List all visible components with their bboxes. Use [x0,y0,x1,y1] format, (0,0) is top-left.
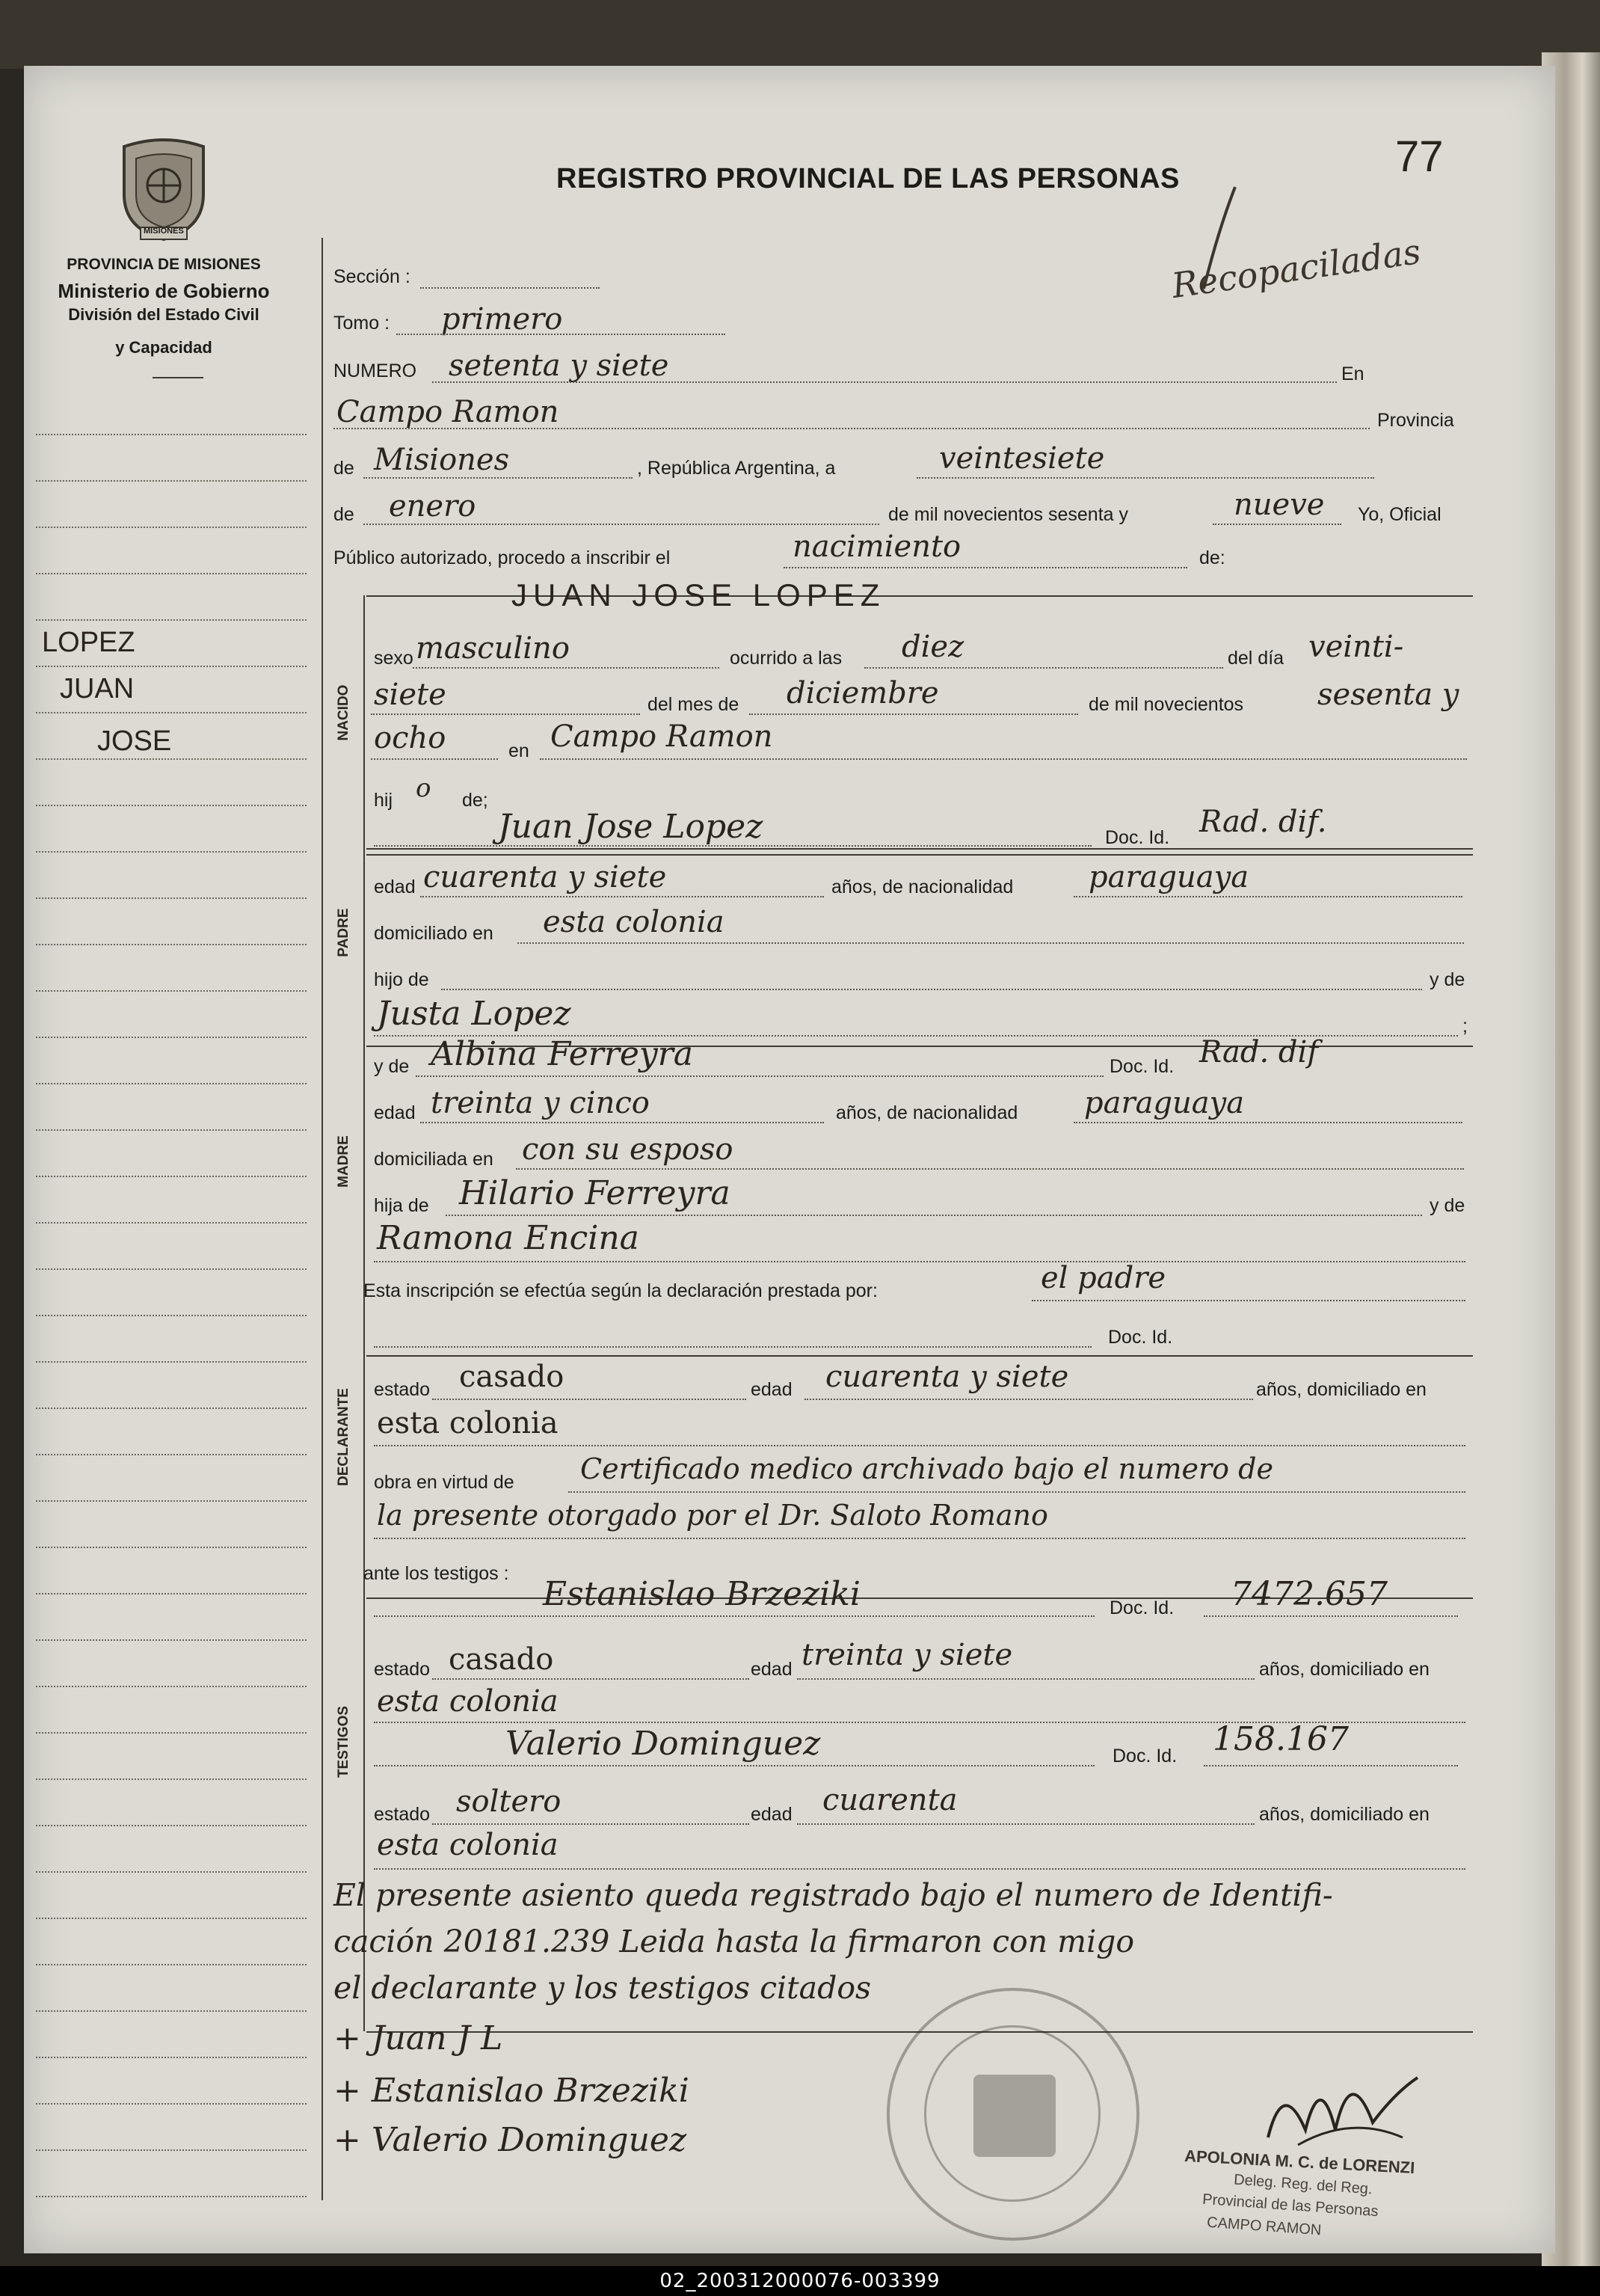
madre-madre-line [374,1261,1465,1262]
testigos-ante-label: ante los testigos : [363,1563,509,1584]
padre-doc-value: Rad. dif. [1199,805,1327,839]
officer-line-2: Deleg. Reg. del Reg. [1233,2171,1373,2198]
ruled-line [36,1871,307,1873]
declarante-por-value: el padre [1041,1261,1166,1295]
publico-label: Público autorizado, procedo a inscribir el [333,547,671,568]
signature-testigo-2: + Valerio Dominguez [333,2121,687,2159]
madre-madre-nombre: Ramona Encina [377,1219,639,1257]
declarante-intro-label: Esta inscripción se efectúa según la declaración prestada por: [363,1280,878,1301]
yo-label: Yo, Oficial [1358,504,1441,525]
section-label-padre: PADRE [336,908,351,957]
inscripto-name: JUAN JOSE LOPEZ [511,577,886,613]
madre-domicilio-label: domiciliada en [374,1149,493,1170]
signature-declarante: + Juan J L [333,2019,503,2057]
ruled-line [36,2149,307,2151]
madre-anios-label: años, de nacionalidad [836,1102,1018,1123]
madre-y-de-label: y de [374,1056,410,1077]
hijo-de-label: de; [462,790,488,811]
madre-edad-line [420,1122,824,1123]
ruled-line [36,527,307,528]
header-divider [153,377,203,378]
padre-abuela: Justa Lopez [377,995,571,1033]
ruled-line [36,1918,307,1919]
dia-nac-value-2: siete [374,678,446,712]
declarante-domicilio-line [374,1445,1465,1446]
ruled-line [36,1037,307,1038]
testigo-2-estado-line [432,1823,749,1825]
declarante-nombre-line [374,1346,1092,1348]
ruled-line [36,712,307,713]
testigo-1-nombre: Estanislao Brzeziki [543,1575,861,1613]
dia-nac-line [371,713,640,715]
declarante-por-line [1032,1300,1465,1301]
declarante-obra-label: obra en virtud de [374,1472,514,1493]
official-seal-icon [887,1988,1139,2241]
testigo-1-doc: 7472.657 [1231,1575,1388,1613]
closing-line-1: El presente asiento queda registrado bajo el numero de Identifi- [333,1877,1333,1913]
declarante-edad-label: edad [751,1379,793,1400]
section-label-testigos: TESTIGOS [336,1705,351,1778]
ruled-line [36,1129,307,1131]
ruled-line [36,1825,307,1826]
testigo-2-edad: cuarenta [822,1783,958,1817]
padre-edad-line [420,896,824,897]
margin-note: Recopaciladas [1169,230,1424,307]
padre-anios-label: años, de nacionalidad [831,877,1014,897]
tomo-value: primero [441,302,563,337]
hijo-label: hij [374,790,393,811]
madre-padre-nombre: Hilario Ferreyra [459,1174,730,1212]
padre-nacionalidad-line [1074,896,1462,897]
section-label-nacido: NACIDO [336,684,351,741]
padre-hijo-de-label: hijo de [374,969,429,990]
ruled-line [36,990,307,992]
hijo-value: o [416,773,431,803]
ruled-line [36,1547,307,1548]
padre-doc-label: Doc. Id. [1105,827,1170,848]
madre-doc-value: Rad. dif [1199,1035,1319,1069]
testigo-1-doc-line [1204,1615,1458,1617]
padre-semicolon: ; [1462,1016,1468,1037]
section-label-madre: MADRE [336,1135,351,1188]
ocurrido-label: ocurrido a las [730,648,843,669]
madre-domicilio-value: con su esposo [522,1132,733,1167]
en-nac-label: en [508,740,529,761]
padre-nombre: Juan Jose Lopez [498,808,763,846]
testigo-1-nombre-line [374,1615,1095,1617]
anio-nac-line [371,758,498,760]
testigo-2-estado: soltero [456,1784,561,1819]
header-line-provincia: PROVINCIA DE MISIONES [67,256,261,273]
lugar-nac-line [540,758,1467,760]
ruled-line [36,1176,307,1177]
ruled-line [36,573,307,574]
declarante-estado-line [432,1399,746,1400]
testigo-1-estado: casado [449,1642,554,1677]
de-colon: de: [1199,547,1225,568]
provincia-label: Provincia [1377,410,1454,431]
ruled-line [36,1964,307,1965]
testigo-2-edad-line [797,1823,1255,1825]
section-inner-rule [363,595,365,2031]
anio-line [1213,524,1341,525]
declarante-anios-label: años, domiciliado en [1256,1379,1427,1400]
ruled-line [36,1778,307,1780]
seccion-label: Sección : [333,266,410,287]
crest-ribbon-text: MISIONES [144,227,184,236]
signature-testigo-1: + Estanislao Brzeziki [333,2072,689,2110]
ruled-line [36,2010,307,2012]
officer-line-3: Provincial de las Personas [1201,2191,1379,2220]
officer-line-4: CAMPO RAMON [1206,2214,1322,2239]
mes-line [363,524,879,525]
testigo-2-estado-label: estado [374,1804,431,1825]
ruled-line [36,1500,307,1502]
en-label: En [1341,363,1364,384]
ruled-line [36,1083,307,1084]
ruled-line [36,1686,307,1687]
testigo-1-edad: treinta y siete [801,1638,1013,1672]
testigo-2-nombre: Valerio Dominguez [505,1725,821,1763]
mil-nac-label: de mil novecientos [1089,694,1244,715]
localidad-value: Campo Ramon [336,395,559,429]
mes-nac-value: diciembre [787,676,939,710]
anio-nac-value-2: ocho [374,721,446,755]
madre-doc-label: Doc. Id. [1110,1056,1175,1077]
localidad-line [333,428,1370,429]
padre-nacionalidad: paraguaya [1089,860,1249,894]
declarante-doc-label: Doc. Id. [1108,1327,1173,1348]
testigo-2-anios-label: años, domiciliado en [1259,1804,1430,1825]
officer-signature-icon [1253,2048,1425,2160]
scanner-background [0,0,1600,69]
declarante-obra-line-2 [374,1538,1465,1539]
declarante-obra-value-2: la presente otorgado por el Dr. Saloto Romano [377,1499,1048,1532]
testigo-2-doc-label: Doc. Id. [1113,1746,1178,1766]
de-label-2: de [333,504,354,525]
anio-nac-value: sesenta y [1317,678,1459,712]
ruled-line [36,1268,307,1270]
ruled-line [36,1593,307,1594]
margin-note-stroke [1196,184,1241,296]
testigo-1-edad-line [797,1678,1255,1680]
seccion-line [420,287,600,289]
numero-label: NUMERO [333,360,417,381]
officer-name: APOLONIA M. C. de LORENZI [1184,2146,1415,2178]
ruled-line [36,666,307,667]
declarante-domicilio-value: esta colonia [377,1406,559,1440]
declarante-estado-value: casado [459,1360,564,1394]
tomo-line [396,334,725,335]
del-dia-label: del día [1228,648,1284,669]
rule-padre-top2 [366,854,1473,856]
numero-line [432,381,1337,383]
ruled-line [36,897,307,899]
ruled-line [36,1315,307,1316]
madre-hija-de-line [446,1215,1422,1216]
header-line-division: División del Estado Civil [68,305,259,324]
madre-nombre: Albina Ferreyra [431,1035,694,1073]
declarante-edad-line [804,1399,1253,1400]
ruled-line [36,1408,307,1409]
dia-nac-value: veinti- [1308,630,1404,664]
padre-edad-value: cuarenta y siete [423,860,667,894]
madre-edad-label: edad [374,1102,416,1123]
madre-y-de-label-2: y de [1430,1195,1465,1216]
provincia-value: Misiones [374,443,510,477]
testigo-1-domicilio: esta colonia [377,1684,559,1719]
testigo-1-estado-label: estado [374,1659,431,1680]
ruled-line [36,1222,307,1224]
acto-value: nacimiento [793,530,961,564]
padre-y-de-label: y de [1430,969,1465,990]
dia-value: veintesiete [939,441,1105,476]
side-name-first: JUAN [60,673,135,705]
rule-declarante-top [366,1355,1473,1357]
dia-line [917,477,1374,479]
testigo-2-domicilio-line [374,1868,1465,1870]
madre-nacionalidad-line [1074,1122,1462,1123]
testigo-1-edad-label: edad [751,1659,793,1680]
ruled-line [36,758,307,760]
mes-nac-line [749,713,1078,715]
padre-hijo-de-line [441,989,1422,990]
mil-label: de mil novecientos sesenta y [888,504,1129,525]
mes-value: enero [389,489,476,524]
testigo-2-edad-label: edad [751,1804,793,1825]
padre-edad-label: edad [374,877,416,897]
page-title: REGISTRO PROVINCIAL DE LAS PERSONAS [556,163,1180,194]
ruled-line [36,434,307,435]
ruled-line [36,619,307,621]
declarante-edad-value: cuarenta y siete [825,1360,1069,1394]
side-name-surname: LOPEZ [42,627,135,658]
hora-value: diez [902,630,964,664]
sexo-line [413,667,719,669]
madre-hija-de-label: hija de [374,1195,429,1216]
padre-domicilio-line [517,942,1464,944]
testigo-2-domicilio: esta colonia [377,1828,559,1862]
provincial-crest-icon [118,136,209,242]
lugar-nac-value: Campo Ramon [550,719,773,754]
image-id-footer: 02_200312000076-003399 [0,2266,1600,2296]
del-mes-label: del mes de [647,694,739,715]
padre-domicilio-label: domiciliado en [374,923,493,944]
tomo-label: Tomo : [333,313,390,334]
padre-domicilio-value: esta colonia [543,905,724,939]
header-line-ministerio: Ministerio de Gobierno [58,280,270,302]
provincia-line [363,477,633,479]
testigo-1-estado-line [432,1678,749,1680]
ruled-line [36,944,307,945]
testigo-2-nombre-line [374,1765,1095,1766]
ruled-line [36,480,307,482]
madre-edad-value: treinta y cinco [431,1086,650,1120]
declarante-obra-value-1: Certificado medico archivado bajo el numero de [580,1452,1273,1485]
testigo-1-doc-label: Doc. Id. [1110,1597,1175,1618]
de-label: de [333,458,354,479]
republica-label: , República Argentina, a [637,458,836,479]
madre-nacionalidad: paraguaya [1084,1086,1245,1120]
sexo-label: sexo [374,648,413,669]
ruled-line [36,805,307,806]
madre-nombre-line [416,1075,1104,1077]
hora-line [864,667,1223,669]
testigo-2-doc: 158.167 [1213,1720,1349,1758]
closing-line-3: el declarante y los testigos citados [333,1970,872,2006]
page-number: 77 [1395,132,1444,181]
ruled-line [36,851,307,853]
closing-line-2: cación 20181.239 Leida hasta la firmaron con migo [333,1924,1135,1959]
side-name-second: JOSE [97,725,172,757]
ruled-line [36,2103,307,2105]
madre-domicilio-line [516,1168,1464,1170]
ruled-line [36,1361,307,1363]
ruled-line [36,1454,307,1455]
anio-value: nueve [1234,488,1325,522]
form-left-rule [321,238,323,2200]
ruled-line [36,2196,307,2197]
testigo-1-anios-label: años, domiciliado en [1259,1659,1430,1680]
section-label-declarante: DECLARANTE [336,1388,351,1486]
testigo-2-doc-line [1204,1765,1458,1766]
header-line-capacidad: y Capacidad [115,338,212,357]
ruled-line [36,1732,307,1734]
ruled-line [36,2057,307,2058]
rule-padre-top [366,848,1473,850]
declarante-estado-label: estado [374,1379,431,1400]
ruled-line [36,1639,307,1641]
sexo-value: masculino [416,631,570,666]
acto-line [784,567,1187,568]
declarante-obra-line-1 [568,1491,1465,1493]
numero-value: setenta y siete [449,349,669,383]
padre-nombre-line [374,845,1092,847]
